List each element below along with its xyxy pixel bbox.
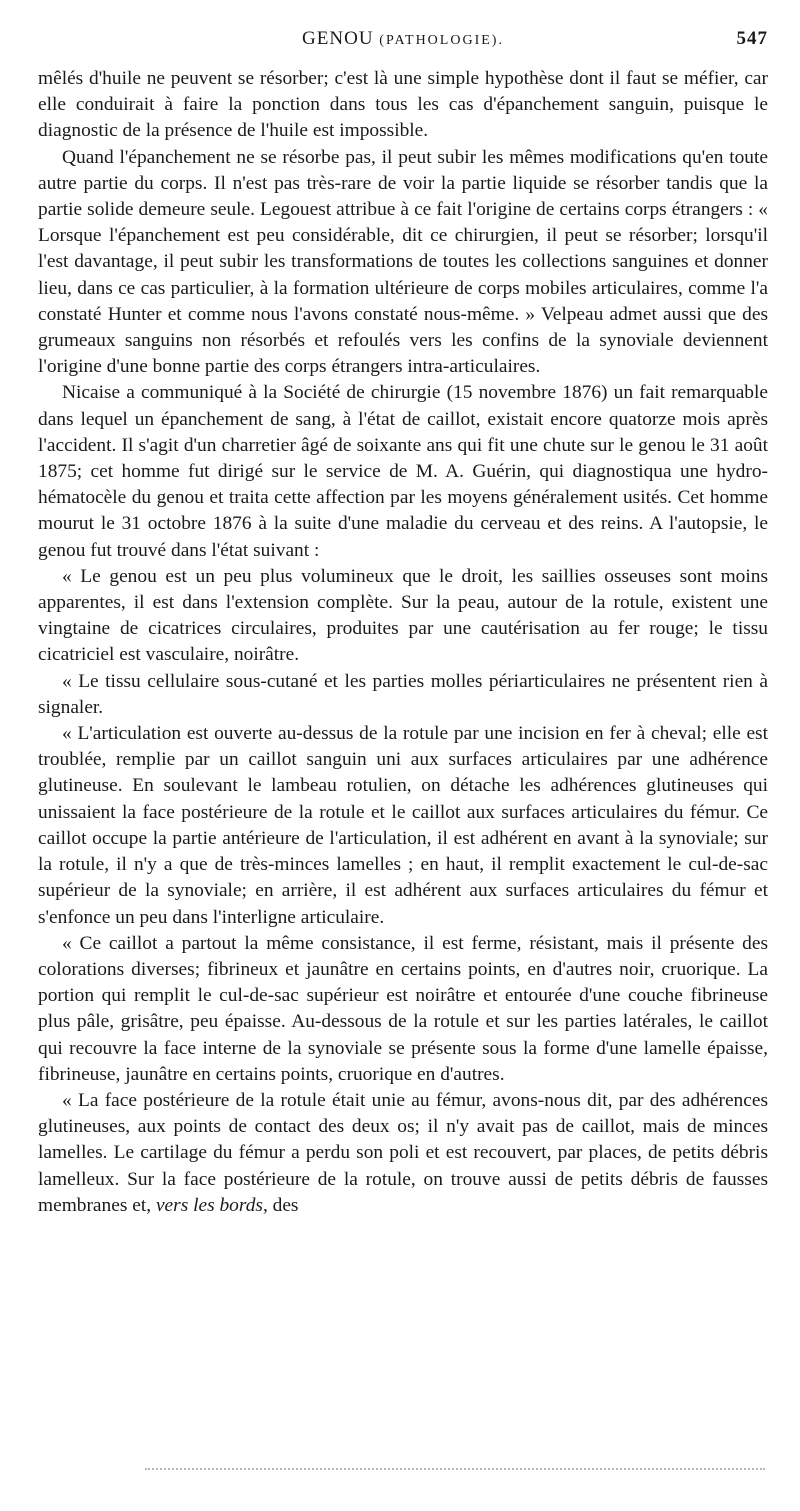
bottom-bleed-through	[145, 1468, 765, 1474]
body-text	[38, 66, 768, 1219]
quote-face-posterieure-tail: , des	[262, 1194, 299, 1216]
quote-face-posterieure	[38, 1088, 768, 1219]
paragraph-epanchement: Quand l'épanchement ne se résorbe pas, il peut subir les mêmes modifications qu'en toute autre partie du corps. Il n'est pas très-rare de voir la partie liquide se résorber tandis que la partie solide demeure seule. Legouest attribue à ce fait l'origine de certains corps étrangers : « Lorsque l'épanchement est peu considérable, dit ce chirurgien, il peut se résorber; lorsqu'il l'est davantage, il peut subir les transformations de toutes les collections sanguines et donner lieu, dans ce cas particulier, à la formation ultérieure de corps mobiles articulaires, comme l'a constaté Hunter et comme nous l'avons constaté nous-même. » Velpeau admet aussi que des grumeaux sanguins non résorbés et refoulés vers les confins de la synoviale deviennent l'origine d'une bonne partie des corps étrangers intra-articulaires.	[38, 146, 768, 378]
running-title-main: GENOU	[302, 28, 374, 49]
running-title	[38, 28, 768, 50]
italic-phrase: vers les bords	[155, 1194, 263, 1216]
quote-caillot: « Ce caillot a partout la même consistance, il est ferme, résistant, mais il présente des colorations diverses; fibrineux et jaunâtre en certains points, en d'autres noir, cruorique. La portion qui remplit le cul-de-sac supérieur est noirâtre et entourée d'une couche fibrineuse plus pâle, grisâtre, peu épaisse. Au-dessous de la rotule et sur les parties latérales, le caillot qui recouvre la face interne de la synoviale se présente sous la forme d'une lamelle épaisse, fibrineuse, jaunâtre en certains points, cruorique en d'autres.	[38, 932, 768, 1085]
quote-tissu: « Le tissu cellulaire sous-cutané et les parties molles périarticulaires ne présentent rien à signaler.	[38, 670, 768, 718]
paragraph-nicaise: Nicaise a communiqué à la Société de chirurgie (15 novembre 1876) un fait remarquable dans lequel un épanchement de sang, à l'état de caillot, existait encore quatorze mois après l'accident. Il s'agit d'un charretier âgé de soixante ans qui fit une chute sur le genou le 31 août 1875; cet homme fut dirigé sur le service de M. A. Guérin, qui diagnostiqua une hydro-hématocèle du genou et traita cette affection par les moyens généralement usités. Cet homme mourut le 31 octobre 1876 à la suite d'une maladie du cerveau et des reins. A l'autopsie, le genou fut trouvé dans l'état suivant :	[38, 382, 768, 561]
paragraph-continuation: mêlés d'huile ne peuvent se résorber; c'est là une simple hypothèse dont il faut se méfier, car elle conduirait à faire la ponction dans tous les cas d'épanchement sanguin, puisque le diagnostic de la présence de l'huile est impossible.	[38, 68, 768, 142]
quote-genou: « Le genou est un peu plus volumineux que le droit, les saillies osseuses sont moins apparentes, il est dans l'extension complète. Sur la peau, autour de la rotule, existent une vingtaine de cicatrices circulaires, produites par une cautérisation au fer rouge; le tissu cicatriciel est vasculaire, noirâtre.	[38, 565, 768, 666]
running-title-sub: (PATHOLOGIE).	[379, 33, 504, 48]
running-head	[38, 28, 768, 58]
quote-articulation: « L'articulation est ouverte au-dessus de la rotule par une incision en fer à cheval; elle est troublée, remplie par un caillot sanguin uni aux surfaces articulaires par une adhérence glutineuse. En soulevant le lambeau rotulien, on détache les adhérences glutineuses qui unissaient la face postérieure de la rotule et le caillot aux surfaces articulaires du fémur. Ce caillot occupe la partie antérieure de l'articulation, il est adhérent en avant à la synoviale; sur la rotule, il n'y a que de très-minces lamelles ; en haut, il remplit exactement le cul-de-sac supérieur de la synoviale; en arrière, il est adhérent aux surfaces articulaires du fémur et s'enfonce un peu dans l'interligne articulaire.	[38, 723, 768, 928]
book-page	[38, 28, 768, 1219]
quote-face-posterieure-text: « La face postérieure de la rotule était unie au fémur, avons-nous dit, par des adhérences glutineuses, aux points de contact des deux os; il n'y avait pas de caillot, mais de minces lamelles. Le cartilage du fémur a perdu son poli et est recouvert, par places, de petits débris lamelleux. Sur la face postérieure de la rotule, on trouve aussi de petits débris de fausses membranes et,	[38, 1089, 768, 1216]
page-number: 547	[736, 28, 768, 49]
